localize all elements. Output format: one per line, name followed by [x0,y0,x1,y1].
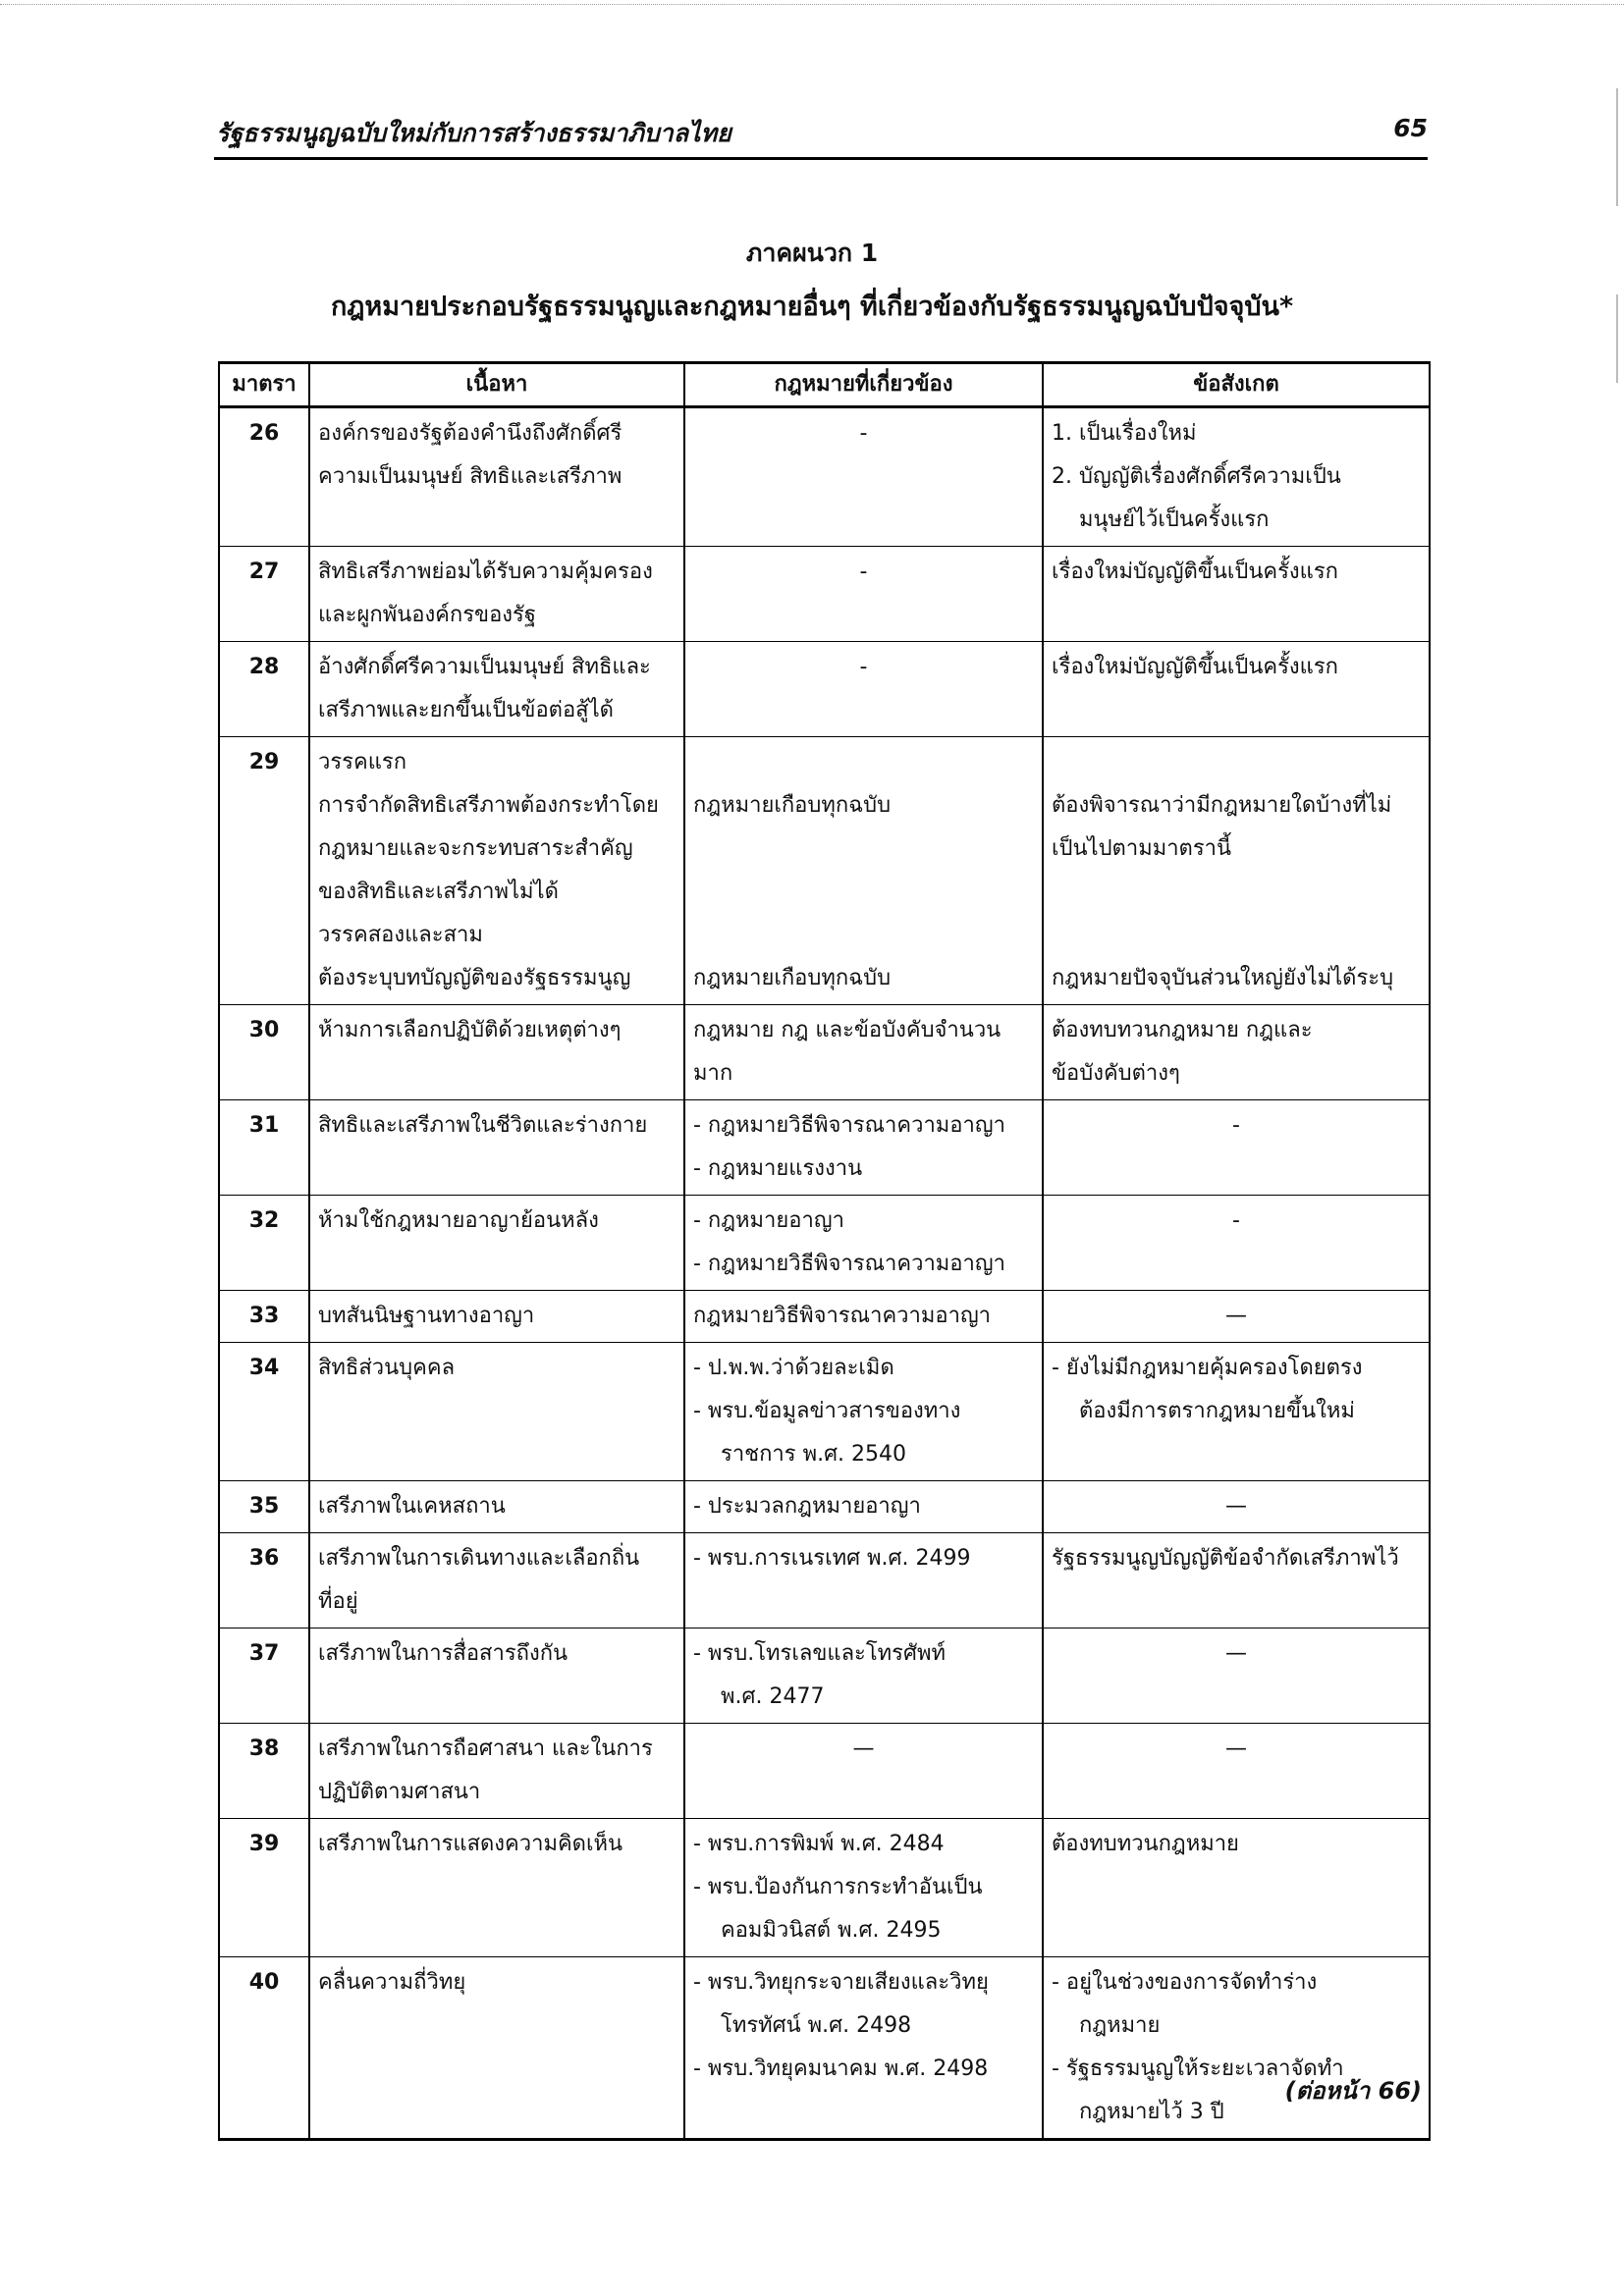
notes-cell [1043,407,1430,547]
notes-line: เป็นไปตามมาตรานี้ [1052,836,1232,861]
laws-cell [684,737,1043,1005]
running-title: รัฐธรรมนูญฉบับใหม่กับการสร้างธรรมาภิบาลไทย [216,119,731,147]
table-row [219,1629,1430,1724]
column-header-notes: ข้อสังเกต [1043,363,1430,407]
laws-line: - พรบ.โทรเลขและโทรศัพท์ [693,1641,946,1666]
laws-line: กฎหมายเกือบทุกฉบับ [693,966,892,990]
content-line: คลื่นความถี่วิทยุ [318,1970,466,1995]
section-number: 38 [219,1724,309,1819]
notes-line: - อยู่ในช่วงของการจัดทำร่าง [1052,1970,1318,1995]
content-cell [309,1100,684,1196]
content-line: กฎหมายและจะกระทบสาระสำคัญ [318,836,633,861]
spacer [1052,741,1421,784]
content-cell [309,1481,684,1533]
notes-cell [1043,642,1430,737]
law-table [218,361,1431,2141]
laws-line: - พรบ.วิทยุกระจายเสียงและวิทยุ [693,1970,989,1995]
laws-line: มาก [693,1061,733,1086]
notes-cell [1043,1291,1430,1343]
scan-top-edge [0,4,1624,5]
content-line: อ้างศักดิ์ศรีความเป็นมนุษย์ สิทธิและ [318,655,651,679]
section-number: 40 [219,1957,309,2140]
notes-line: - รัฐธรรมนูญให้ระยะเวลาจัดทำ [1052,2056,1344,2081]
laws-line: คอมมิวนิสต์ พ.ศ. 2495 [721,1918,942,1943]
notes-line: กฎหมายไว้ 3 ปี [1079,2100,1224,2124]
notes-cell [1043,1533,1430,1629]
content-line: เสรีภาพในเคหสถาน [318,1494,506,1519]
notes-line: ต้องพิจารณาว่ามีกฎหมายใดบ้างที่ไม่ [1052,793,1392,818]
notes-line: ต้องมีการตรากฎหมายขึ้นใหม่ [1079,1399,1355,1423]
notes-line: — [1225,1304,1247,1328]
column-header-related-laws: กฎหมายที่เกี่ยวข้อง [684,363,1043,407]
spacer [1052,914,1421,957]
laws-cell [684,1533,1043,1629]
content-line: ต้องระบุบทบัญญัติของรัฐธรรมนูญ [318,966,631,990]
table-row [219,1100,1430,1196]
laws-cell [684,1196,1043,1291]
laws-line: กฎหมายเกือบทุกฉบับ [693,793,892,818]
content-line: เสรีภาพในการเดินทางและเลือกถิ่น [318,1546,640,1571]
spacer [693,828,1034,871]
notes-cell [1043,1343,1430,1481]
content-cell [309,1819,684,1957]
content-line: เสรีภาพในการสื่อสารถึงกัน [318,1641,568,1666]
notes-cell [1043,1196,1430,1291]
content-line: เสรีภาพในการแสดงความคิดเห็น [318,1832,623,1856]
content-line: ห้ามการเลือกปฏิบัติด้วยเหตุต่างๆ [318,1018,622,1042]
table-row [219,547,1430,642]
notes-line: ต้องทบทวนกฎหมาย กฎและ [1052,1018,1313,1042]
content-cell [309,1957,684,2140]
notes-cell [1043,1819,1430,1957]
content-line: วรรคแรก [318,750,407,774]
column-header-content: เนื้อหา [309,363,684,407]
notes-line: รัฐธรรมนูญบัญญัติข้อจำกัดเสรีภาพไว้ [1052,1546,1399,1571]
section-number: 39 [219,1819,309,1957]
content-line: สิทธิส่วนบุคคล [318,1356,456,1380]
section-number: 26 [219,407,309,547]
laws-line: กฎหมายวิธีพิจารณาความอาญา [693,1304,992,1328]
spacer [693,914,1034,957]
content-line: บทสันนิษฐานทางอาญา [318,1304,535,1328]
laws-line: - พรบ.การเนรเทศ พ.ศ. 2499 [693,1546,971,1571]
table-row [219,1533,1430,1629]
notes-cell [1043,1724,1430,1819]
content-line: ที่อยู่ [318,1589,358,1614]
laws-line: พ.ศ. 2477 [721,1684,825,1709]
content-cell [309,1533,684,1629]
laws-line: - กฎหมายวิธีพิจารณาความอาญา [693,1252,1005,1276]
laws-line: - ป.พ.พ.ว่าด้วยละเมิด [693,1356,894,1380]
content-line: องค์กรของรัฐต้องคำนึงถึงศักดิ์ศรี [318,421,623,446]
laws-cell [684,1819,1043,1957]
section-number: 36 [219,1533,309,1629]
laws-cell [684,1957,1043,2140]
table-row [219,1005,1430,1100]
content-cell [309,1343,684,1481]
laws-cell [684,1629,1043,1724]
appendix-title: กฎหมายประกอบรัฐธรรมนูญและกฎหมายอื่นๆ ที่เกี่ยวข้องกับรัฐธรรมนูญฉบับปัจจุบัน* [330,292,1294,322]
content-line: สิทธิเสรีภาพย่อมได้รับความคุ้มครอง [318,560,653,584]
content-line: ของสิทธิและเสรีภาพไม่ได้ [318,880,559,904]
content-line: ปฏิบัติตามศาสนา [318,1780,481,1804]
table-row [219,642,1430,737]
content-line: การจำกัดสิทธิเสรีภาพต้องกระทำโดย [318,793,659,818]
laws-line: - พรบ.การพิมพ์ พ.ศ. 2484 [693,1832,945,1856]
notes-line: มนุษย์ไว้เป็นครั้งแรก [1079,507,1270,532]
laws-line: โทรทัศน์ พ.ศ. 2498 [721,2013,912,2038]
laws-cell [684,1291,1043,1343]
notes-cell [1043,1957,1430,2140]
content-line: วรรคสองและสาม [318,923,483,947]
section-number: 29 [219,737,309,1005]
section-number: 28 [219,642,309,737]
laws-line: - [859,560,868,584]
notes-cell [1043,547,1430,642]
notes-line: 2. บัญญัติเรื่องศักดิ์ศรีความเป็น [1052,464,1341,489]
notes-cell [1043,737,1430,1005]
laws-cell [684,642,1043,737]
laws-line: - พรบ.ข้อมูลข่าวสารของทาง [693,1399,961,1423]
laws-line: ราชการ พ.ศ. 2540 [721,1442,907,1467]
content-cell [309,1724,684,1819]
laws-cell [684,1343,1043,1481]
laws-cell [684,1100,1043,1196]
content-line: และผูกพันองค์กรของรัฐ [318,603,536,627]
table-row [219,1291,1430,1343]
table-row [219,1343,1430,1481]
laws-cell [684,1481,1043,1533]
continued-note: (ต่อหน้า 66) [1284,2077,1422,2105]
content-cell [309,1005,684,1100]
laws-cell [684,1724,1043,1819]
laws-line: กฎหมาย กฎ และข้อบังคับจำนวน [693,1018,1001,1042]
notes-line: ต้องทบทวนกฎหมาย [1052,1832,1239,1856]
column-header-section: มาตรา [219,363,309,407]
section-number: 33 [219,1291,309,1343]
notes-line: เรื่องใหม่บัญญัติขึ้นเป็นครั้งแรก [1052,655,1338,679]
notes-line: — [1225,1494,1247,1519]
section-number: 32 [219,1196,309,1291]
content-line: ความเป็นมนุษย์ สิทธิและเสรีภาพ [318,464,623,489]
table-row [219,1196,1430,1291]
table-row [219,407,1430,547]
content-cell [309,737,684,1005]
spacer [1052,871,1421,914]
notes-cell [1043,1100,1430,1196]
laws-line: — [852,1736,875,1761]
laws-line: - พรบ.ป้องกันการกระทำอันเป็น [693,1875,983,1899]
scan-edge-mark [1616,88,1618,206]
section-number: 31 [219,1100,309,1196]
content-cell [309,1196,684,1291]
content-cell [309,1629,684,1724]
page-number: 65 [1393,114,1428,142]
laws-cell [684,1005,1043,1100]
notes-cell [1043,1629,1430,1724]
table-row [219,1819,1430,1957]
laws-line: - ประมวลกฎหมายอาญา [693,1494,921,1519]
section-number: 27 [219,547,309,642]
section-number: 35 [219,1481,309,1533]
notes-line: — [1225,1641,1247,1666]
spacer [693,741,1034,784]
laws-line: - [859,655,868,679]
notes-cell [1043,1481,1430,1533]
notes-line: เรื่องใหม่บัญญัติขึ้นเป็นครั้งแรก [1052,560,1338,584]
content-cell [309,407,684,547]
table-row [219,1481,1430,1533]
content-line: ห้ามใช้กฎหมายอาญาย้อนหลัง [318,1208,599,1233]
content-cell [309,642,684,737]
table-row [219,1724,1430,1819]
laws-line: - [859,421,868,446]
section-number: 34 [219,1343,309,1481]
content-line: สิทธิและเสรีภาพในชีวิตและร่างกาย [318,1113,648,1138]
spacer [693,871,1034,914]
content-cell [309,1291,684,1343]
table-row [219,737,1430,1005]
notes-line: กฎหมายปัจจุบันส่วนใหญ่ยังไม่ได้ระบุ [1052,966,1394,990]
section-number: 37 [219,1629,309,1724]
laws-line: - พรบ.วิทยุคมนาคม พ.ศ. 2498 [693,2056,989,2081]
notes-line: กฎหมาย [1079,2013,1161,2038]
table-header-row [219,363,1430,407]
content-cell [309,547,684,642]
laws-cell [684,547,1043,642]
notes-line: ข้อบังคับต่างๆ [1052,1061,1180,1086]
laws-line: - กฎหมายแรงงาน [693,1156,863,1181]
running-header [214,110,1428,160]
notes-line: 1. เป็นเรื่องใหม่ [1052,421,1197,446]
table-row [219,1957,1430,2140]
notes-line: - [1232,1208,1240,1233]
appendix-label: ภาคผนวก 1 [745,239,879,267]
section-number: 30 [219,1005,309,1100]
content-line: เสรีภาพในการถือศาสนา และในการ [318,1736,653,1761]
notes-line: - ยังไม่มีกฎหมายคุ้มครองโดยตรง [1052,1356,1363,1380]
laws-line: - กฎหมายอาญา [693,1208,844,1233]
notes-cell [1043,1005,1430,1100]
notes-line: - [1232,1113,1240,1138]
content-line: เสรีภาพและยกขึ้นเป็นข้อต่อสู้ได้ [318,698,614,722]
notes-line: — [1225,1736,1247,1761]
laws-line: - กฎหมายวิธีพิจารณาความอาญา [693,1113,1005,1138]
laws-cell [684,407,1043,547]
